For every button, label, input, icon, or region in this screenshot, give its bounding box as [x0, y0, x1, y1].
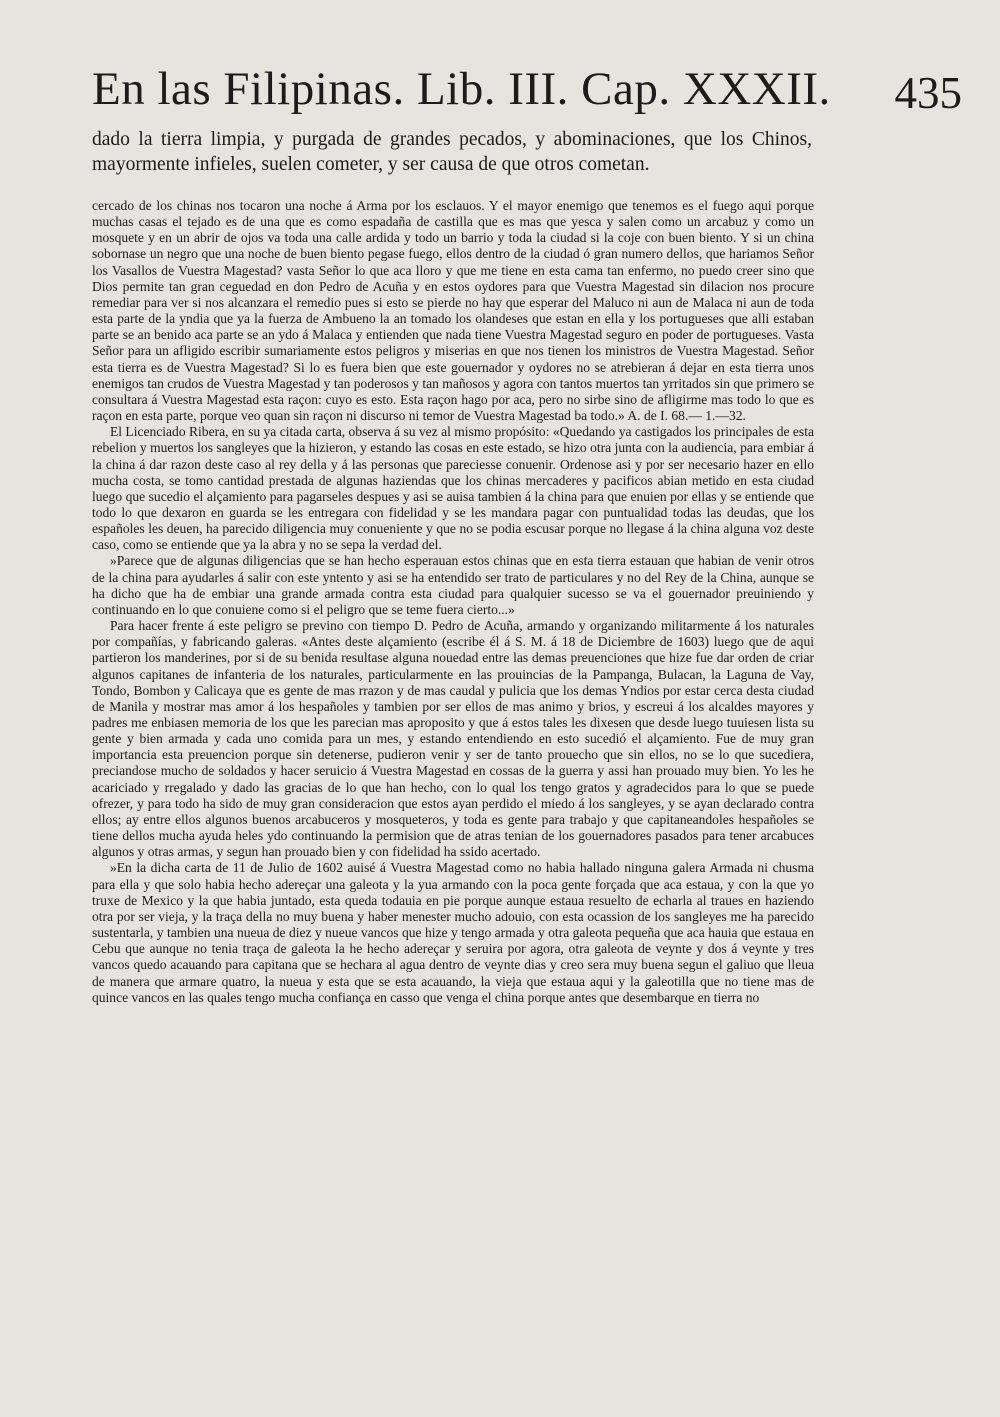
lead-paragraph: dado la tierra limpia, y purgada de grandes pecados, y abominaciones, que los Chinos, mayormente infieles, suelen cometer, y ser causa de que otros cometan. — [92, 129, 812, 175]
paragraph: »Parece que de algunas diligencias que se han hecho esperauan estos chinas que en esta tierra estauan que habian de venir otros de la china para ayudarles á salir con este yntento y asi se ha entendido ser trato de particulares y no del Rey de la China, aunque se ha dicho que ha de embiar una grande armada contra esta ciudad para qualquier sucesso se va el gouernador preuiniendo y continuando en lo que conuiene como si el peligro que se teme fuera cierto...» — [92, 553, 814, 617]
paragraph: cercado de los chinas nos tocaron una noche á Arma por los esclauos. Y el mayor enemigo que tenemos es el fuego aqui porque muchas casas el tejado es de una que es como espadaña de castilla que es mas que yesca y salen como un arcabuz y como un mosquete y en un abrir de ojos va toda una calle ardida y todo un barrio y toda la ciudad si la coje con buen biento. Y si un china sobornase un negro que una noche de buen biento pegase fuego, ellos dentro de la ciudad ó gran numero dellos, que hariamos Señor los Vasallos de Vuestra Magestad? vasta Señor lo que aca lloro y que me tiene en esta cama tan enfermo, no puedo creer sino que Dios permite tan gran ceguedad en don Pedro de Acuña y en estos oydores para que Vuestra Magestad sin dilacion nos procure remediar para ver si nos alcanzara el remedio pues si esto se pierde no hay que esperar del Maluco ni aun de Malaca ni aun de toda esta parte de la yndia que ya la fuerza de Ambueno la an tomado los olandeses que estan en ella y los portugueses que alli estaban parte se an benido aca parte se an ydo á Malaca y entienden que nada tiene Vuestra Magestad seguro en poder de portugueses. Vasta Señor para un afligido escribir sumariamente estos peligros y miserias en que nos tienen los ministros de Vuestra Magestad. Señor esta tierra es de Vuestra Magestad? Si lo es fuera bien que este gouernador y oydores no se atrebieran á dejar en esta tierra unos enemigos tan crudos de Vuestra Magestad y tan poderosos y tan mañosos y agora con tantos muertos tan yrritados sin que primero se consultara á Vuestra Magestad esta raçon: cuyo es esto. Esta raçon hago por aca, pero no sirbe sino de afligirme mas todo lo que es raçon en esta parte, porque veo quan sin raçon ni discurso ni temor de Vuestra Magestad ba todo.» A. de I. 68.— 1.—32. — [92, 198, 814, 424]
paragraph: »En la dicha carta de 11 de Julio de 1602 auisé á Vuestra Magestad como no habia hallado ninguna galera Armada ni chusma para ella y que solo habia hecho adereçar una galeota y la yua armando con la poca gente forçada que aca estaua, y con la que yo truxe de Mexico y la que habia juntado, esta queda todauia en pie porque aunque estaua resuelto de echarla al traues en haziendo otra por ser vieja, y la traça della no muy buena y haber menester mucho adouio, con esta ocassion de los sangleyes me ha parecido sustentarla, y tambien una nueua de diez y nueue vancos que hize y tengo armada y otra galeota pequeña que aca hauia que estaua en Cebu que aunque no tenia traça de galeota la he hecho adereçar y seruira por agora, otra galeota de veynte y dos á veynte y tres vancos quedo acauando para capitana que se hechara al agua dentro de veynte dias y creo sera muy buena segun el galiuo que lleua de manera que armare quatro, la nueua y esta que se esta acauando, la vieja que estaua aqui y la galeotilla que no tiene mas de quince vancos en las quales tengo mucha confiança en casso que venga el china porque antes que desembarque en tierra no — [92, 860, 814, 1005]
body-text — [92, 198, 814, 1006]
running-title: En las Filipinas. Lib. III. Cap. XXXII. — [92, 63, 831, 115]
paragraph: Para hacer frente á este peligro se previno con tiempo D. Pedro de Acuña, armando y organizando militarmente á los naturales por compañías, y fabricando galeras. «Antes deste alçamiento (escribe él á S. M. á 18 de Diciembre de 1603) luego que de aqui partieron los manderines, por si de su benida resultase alguna nouedad entre las demas preuenciones que hize fue dar orden de criar algunos capitanes de infanteria de los naturales, particularmente en las prouincias de la Pampanga, Bulacan, la Laguna de Vay, Tondo, Bombon y Calicaya que es gente de mas rrazon y de mas caudal y pulicia que los demas Yndios por estar cerca desta ciudad de Manila y mostrar mas amor á los hespañoles y tambien por ser ellos de mas animo y brios, y escreui á los alcaldes mayores y padres me enbiasen memoria de los que les parecian mas aproposito y que á estos tales les dixesen que desde luego tuuiesen lista su gente y bien armada y cada uno comida para un mes, y estando entendiendo en esto sucedió el alçamiento. Fue de muy gran importancia esta preuencion porque sin detenerse, pudieron venir y ser de tanto prouecho que sin ellos, no se lo que sucediera, preciandose mucho de soldados y hacer seruicio á Vuestra Magestad en cossas de la guerra y assi han prouado muy bien. Yo les he acariciado y rregalado y dado las gracias de lo que han hecho, con lo qual los tengo gratos y agradecidos para lo que se puede ofrezer, y para todo ha sido de muy gran consideracion que estos ayan perdido el miedo á los sangleyes, y se ayan declarado contra ellos; ay entre ellos algunos buenos arcabuceros y mosqueteros, y toda es gente para trabajo y que capitaneandoles hespañoles se tiene dellos mucha ayuda heles ydo continuando la permision que de atras tenian de los gouernadores pasados para tener arcabuces algunos y otras armas, y segun han prouado bien y con fidelidad ha ssido acertado. — [92, 618, 814, 860]
page-header — [92, 62, 962, 122]
page-number: 435 — [894, 68, 962, 118]
paragraph: El Licenciado Ribera, en su ya citada carta, observa á su vez al mismo propósito: «Quedando ya castigados los principales de esta rebelion y muertos los sangleyes que la hizieron, y estando las cosas en este estado, se hizo otra junta con la audiencia, para embiar á la china á dar razon deste caso al rey della y á las personas que pareciesse conuenir. Ordenose asi y por ser necesario hazer en ello mucha costa, se tomo cantidad prestada de algunas haziendas que los chinas mercaderes y pacificos abian metido en esta ciudad luego que sucedio el alçamiento para pagarseles despues y asi se auisa tambien á la china para que enuien por ellas y se entiende que todo lo que dexaron en guarda se les entregara con fidelidad y se les mandara pagar con puntualidad todas las deudas, que los españoles les deuen, ha parecido diligencia muy conueniente y que no se podia escusar porque no llegase á la china alguna voz deste caso, como se entiende que ya la abra y no se sepa la verdad del. — [92, 424, 814, 553]
